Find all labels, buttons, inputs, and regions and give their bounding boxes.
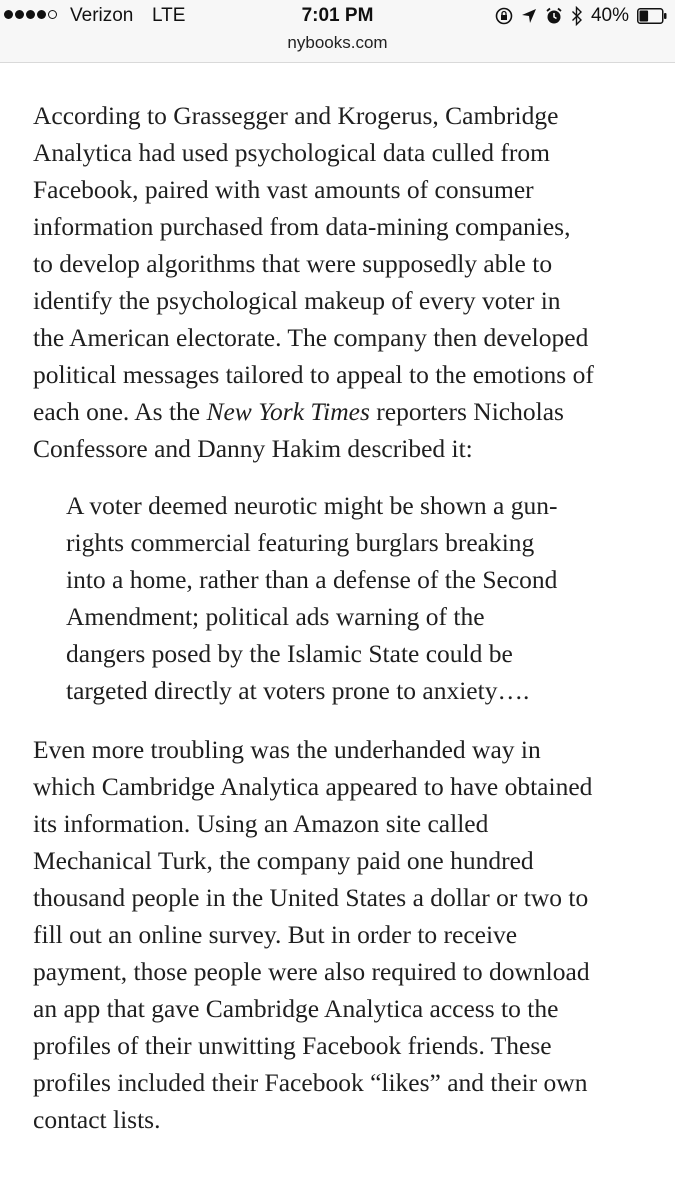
article-body — [33, 97, 653, 1138]
browser-header — [0, 0, 675, 63]
battery-percent: 40% — [590, 5, 629, 26]
orientation-lock-icon — [495, 7, 513, 25]
text-line: payment, those people were also required to download — [33, 957, 590, 986]
text-run: each one. As the — [33, 397, 207, 426]
location-arrow-icon — [521, 8, 537, 24]
text-line: Analytica had used psychological data culled from — [33, 138, 550, 167]
url-bar[interactable]: nybooks.com — [287, 33, 388, 52]
text-line — [33, 393, 653, 430]
quote-line: rights commercial featuring burglars breaking — [66, 528, 535, 557]
text-line: fill out an online survey. But in order to receive — [33, 920, 518, 949]
text-line: Confessore and Danny Hakim described it: — [33, 434, 473, 463]
text-run: reporters Nicholas — [369, 397, 564, 426]
text-line: an app that gave Cambridge Analytica access to the — [33, 994, 559, 1023]
text-line: the American electorate. The company then developed — [33, 323, 589, 352]
text-line: identify the psychological makeup of every voter in — [33, 286, 561, 315]
text-line: According to Grassegger and Krogerus, Cambridge — [33, 101, 559, 130]
status-time: 7:01 PM — [301, 5, 374, 26]
text-line: information purchased from data-mining companies, — [33, 212, 571, 241]
text-line: political messages tailored to appeal to the emotions of — [33, 360, 594, 389]
quote-line: Amendment; political ads warning of the — [66, 602, 485, 631]
bluetooth-icon — [571, 6, 583, 26]
text-line: Facebook, paired with vast amounts of consumer — [33, 175, 534, 204]
battery-icon — [637, 8, 667, 24]
carrier-name: Verizon — [70, 5, 134, 26]
quote-line: targeted directly at voters prone to anxiety…. — [66, 676, 530, 705]
quote-line: into a home, rather than a defense of the Second — [66, 565, 558, 594]
quote-line: A voter deemed neurotic might be shown a gun- — [66, 491, 558, 520]
alarm-icon — [545, 7, 563, 25]
text-line: thousand people in the United States a dollar or two to — [33, 883, 589, 912]
paragraph-1 — [33, 97, 653, 467]
text-line: Even more troubling was the underhanded way in — [33, 735, 541, 764]
text-line: Mechanical Turk, the company paid one hundred — [33, 846, 534, 875]
publication-name: New York Times — [206, 397, 370, 426]
status-icons — [495, 5, 667, 27]
blockquote — [66, 487, 653, 709]
text-line: profiles included their Facebook “likes” and their own — [33, 1068, 588, 1097]
status-bar — [0, 0, 675, 34]
text-line: its information. Using an Amazon site called — [33, 809, 489, 838]
quote-line: dangers posed by the Islamic State could be — [66, 639, 513, 668]
text-line: contact lists. — [33, 1105, 161, 1134]
text-line: profiles of their unwitting Facebook friends. These — [33, 1031, 552, 1060]
paragraph-2 — [33, 731, 653, 1138]
text-line: to develop algorithms that were supposedly able to — [33, 249, 553, 278]
network-type: LTE — [152, 5, 186, 26]
battery-fill — [640, 11, 649, 22]
text-line: which Cambridge Analytica appeared to have obtained — [33, 772, 593, 801]
